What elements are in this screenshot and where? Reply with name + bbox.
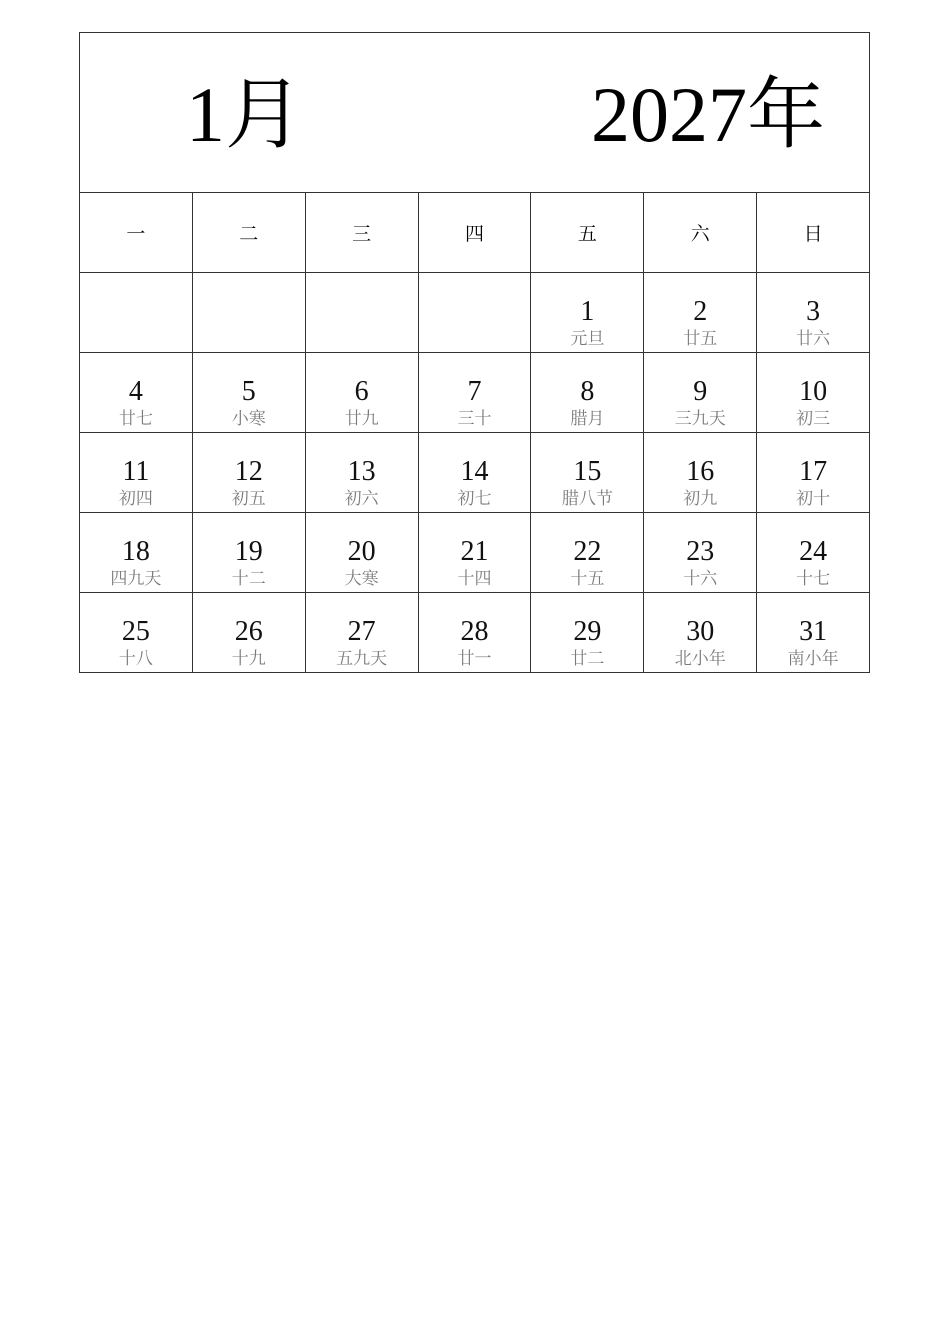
lunar-label: 廿九: [344, 409, 379, 429]
day-number: 26: [234, 616, 263, 647]
lunar-label: 初十: [796, 489, 831, 509]
day-number: 9: [693, 376, 708, 407]
day-cell: [80, 513, 193, 592]
lunar-label: 腊月: [570, 409, 605, 429]
day-number: 23: [686, 536, 715, 567]
lunar-label: 大寒: [344, 569, 379, 589]
lunar-label: 十六: [683, 569, 718, 589]
day-number: 15: [573, 456, 602, 487]
day-cell: [419, 273, 532, 352]
day-cell: [757, 513, 869, 592]
day-number: 21: [460, 536, 489, 567]
lunar-label: 十二: [231, 569, 266, 589]
day-cell: [531, 353, 644, 432]
calendar: [79, 32, 870, 673]
lunar-label: 南小年: [787, 649, 839, 669]
day-number: 11: [122, 456, 150, 487]
day-number: 12: [234, 456, 263, 487]
day-cell: [80, 593, 193, 672]
month-title: 1月: [186, 71, 304, 158]
day-number: 10: [799, 376, 828, 407]
day-number: 4: [128, 376, 143, 407]
day-cell: [757, 353, 869, 432]
day-number: 29: [573, 616, 602, 647]
day-number: 8: [580, 376, 595, 407]
day-cell: [80, 433, 193, 512]
lunar-label: 廿一: [457, 649, 492, 669]
day-number: 22: [573, 536, 602, 567]
day-cell: [193, 273, 306, 352]
day-cell: [193, 353, 306, 432]
day-number: 27: [347, 616, 376, 647]
day-number: 20: [347, 536, 376, 567]
lunar-label: 廿五: [683, 329, 718, 349]
lunar-label: 初五: [231, 489, 266, 509]
lunar-label: 廿七: [118, 409, 153, 429]
day-cell: [644, 513, 757, 592]
day-number: 28: [460, 616, 489, 647]
day-number: 16: [686, 456, 715, 487]
weekday-label: 六: [644, 193, 757, 272]
day-number: 18: [121, 536, 150, 567]
day-cell: [306, 273, 419, 352]
lunar-label: 腊八节: [561, 489, 613, 509]
lunar-label: 四九天: [110, 569, 162, 589]
day-number: 25: [121, 616, 150, 647]
day-cell: [193, 513, 306, 592]
day-number: 2: [693, 296, 708, 327]
day-cell: [419, 353, 532, 432]
day-cell: [531, 273, 644, 352]
week-row: [80, 433, 869, 513]
day-cell: [193, 433, 306, 512]
day-cell: [644, 353, 757, 432]
lunar-label: 十八: [118, 649, 153, 669]
weekday-label: 四: [419, 193, 532, 272]
weekday-label: 二: [193, 193, 306, 272]
day-cell: [531, 513, 644, 592]
week-row: [80, 353, 869, 433]
lunar-label: 十四: [457, 569, 492, 589]
day-cell: [306, 353, 419, 432]
year-title: 2027年: [590, 71, 825, 158]
weekday-label: 五: [531, 193, 644, 272]
day-cell: [644, 433, 757, 512]
day-number: 3: [806, 296, 821, 327]
lunar-label: 五九天: [336, 649, 388, 669]
day-number: 6: [354, 376, 369, 407]
day-cell: [531, 433, 644, 512]
lunar-label: 北小年: [674, 649, 726, 669]
lunar-label: 初七: [457, 489, 492, 509]
lunar-label: 十九: [231, 649, 266, 669]
day-number: 24: [799, 536, 828, 567]
day-number: 5: [241, 376, 256, 407]
day-cell: [419, 513, 532, 592]
week-row: [80, 593, 869, 672]
day-number: 1: [580, 296, 595, 327]
day-number: 13: [347, 456, 376, 487]
weekday-label: 日: [803, 223, 823, 245]
day-cell: [419, 593, 532, 672]
lunar-label: 小寒: [231, 409, 266, 429]
day-cell: [80, 353, 193, 432]
day-cell: [306, 593, 419, 672]
day-cell: [306, 513, 419, 592]
day-number: 17: [799, 456, 828, 487]
lunar-label: 廿二: [570, 649, 605, 669]
weekday-label: 一: [80, 193, 193, 272]
lunar-label: 十七: [796, 569, 831, 589]
day-number: 19: [234, 536, 263, 567]
day-cell: [80, 273, 193, 352]
lunar-label: 初三: [796, 409, 831, 429]
calendar-header: [80, 33, 869, 193]
day-cell: [757, 593, 869, 672]
day-number: 7: [467, 376, 482, 407]
day-cell: [644, 593, 757, 672]
week-row: [80, 513, 869, 593]
lunar-label: 十五: [570, 569, 605, 589]
day-grid: [80, 273, 869, 672]
day-cell: [531, 593, 644, 672]
lunar-label: 三九天: [674, 409, 726, 429]
day-number: 31: [799, 616, 828, 647]
lunar-label: 廿六: [796, 329, 831, 349]
week-row: [80, 273, 869, 353]
lunar-label: 元旦: [570, 329, 605, 349]
lunar-label: 三十: [457, 409, 492, 429]
day-cell: [644, 273, 757, 352]
day-cell: [419, 433, 532, 512]
lunar-label: 初四: [118, 489, 153, 509]
lunar-label: 初九: [683, 489, 718, 509]
day-cell: [757, 433, 869, 512]
day-number: 30: [686, 616, 715, 647]
lunar-label: 初六: [344, 489, 379, 509]
weekday-row: [80, 193, 869, 273]
weekday-label: 三: [306, 193, 419, 272]
day-cell: [306, 433, 419, 512]
day-cell: [193, 593, 306, 672]
day-cell: [757, 273, 869, 352]
day-number: 14: [460, 456, 489, 487]
